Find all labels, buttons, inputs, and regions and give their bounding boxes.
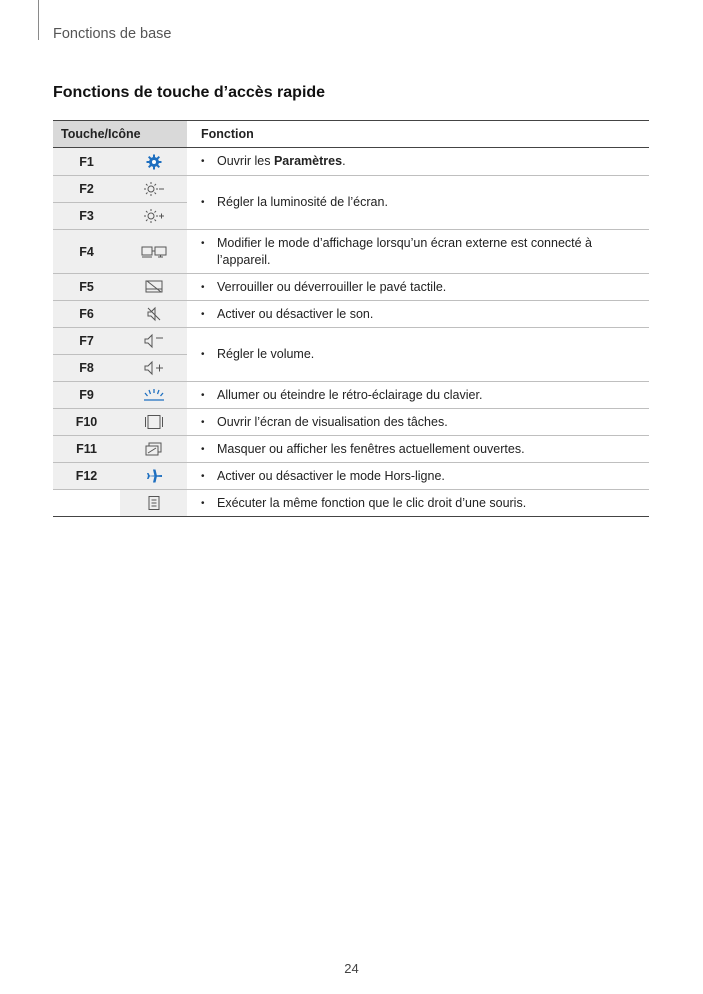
table-row <box>53 463 649 490</box>
task-view-icon <box>120 409 187 436</box>
key-label: F3 <box>53 203 120 230</box>
key-label: F10 <box>53 409 120 436</box>
table-row <box>53 490 649 517</box>
key-label: F5 <box>53 274 120 301</box>
function-cell: • Activer ou désactiver le mode Hors-ligne. <box>187 463 649 490</box>
keyboard-backlight-icon <box>120 382 187 409</box>
key-label: F8 <box>53 355 120 382</box>
context-menu-icon <box>120 490 187 517</box>
table-row <box>53 230 649 274</box>
function-cell: • Allumer ou éteindre le rétro-éclairage du clavier. <box>187 382 649 409</box>
table-row <box>53 328 649 355</box>
mute-icon <box>120 301 187 328</box>
gear-icon <box>120 148 187 176</box>
function-text-end: . <box>342 154 346 168</box>
function-text: Ouvrir l’écran de visualisation des tâches. <box>217 414 448 429</box>
key-label: F2 <box>53 176 120 203</box>
table-row <box>53 409 649 436</box>
airplane-icon <box>120 463 187 490</box>
function-text: Verrouiller ou déverrouiller le pavé tactile. <box>217 279 447 294</box>
key-label: F12 <box>53 463 120 490</box>
key-label: F9 <box>53 382 120 409</box>
function-cell: • Activer ou désactiver le son. <box>187 301 649 328</box>
function-text: Exécuter la même fonction que le clic droit d’une souris. <box>217 495 527 510</box>
function-cell: • Modifier le mode d’affichage lorsqu’un écran externe est connecté à l’appareil. <box>187 230 649 274</box>
column-header-function: Fonction <box>187 121 649 148</box>
function-text: Régler la luminosité de l’écran. <box>217 195 388 209</box>
display-mode-icon <box>120 230 187 274</box>
key-label: F7 <box>53 328 120 355</box>
function-text: Activer ou désactiver le mode Hors-ligne. <box>217 468 445 483</box>
function-cell: • Ouvrir les Paramètres. <box>187 148 649 176</box>
brightness-down-icon <box>120 176 187 203</box>
column-header-key: Touche/Icône <box>53 121 187 148</box>
function-text: Masquer ou afficher les fenêtres actuellement ouvertes. <box>217 441 525 456</box>
volume-down-icon <box>120 328 187 355</box>
page-number: 24 <box>344 961 359 976</box>
section-header: Fonctions de base <box>53 26 172 42</box>
brightness-up-icon <box>120 203 187 230</box>
key-label: F4 <box>53 230 120 274</box>
function-text: Modifier le mode d’affichage lorsqu’un écran externe est connecté à l’appareil. <box>217 235 592 267</box>
touchpad-lock-icon <box>120 274 187 301</box>
table-row <box>53 436 649 463</box>
function-cell: • Masquer ou afficher les fenêtres actuellement ouvertes. <box>187 436 649 463</box>
table-row <box>53 176 649 203</box>
function-text: Ouvrir les <box>217 154 274 168</box>
function-text: Régler le volume. <box>217 347 315 361</box>
function-text-bold: Paramètres <box>273 154 343 168</box>
table-header-row <box>53 121 649 148</box>
key-label: F11 <box>53 436 120 463</box>
key-label <box>53 490 120 517</box>
table-row <box>53 148 649 176</box>
function-cell: • Ouvrir l’écran de visualisation des tâches. <box>187 409 649 436</box>
function-text: Activer ou désactiver le son. <box>217 306 374 321</box>
show-desktop-icon <box>120 436 187 463</box>
hotkey-table <box>53 120 649 517</box>
function-cell: • Régler la luminosité de l’écran. <box>187 176 649 230</box>
header-rule <box>38 0 39 40</box>
table-row <box>53 382 649 409</box>
key-label: F6 <box>53 301 120 328</box>
function-cell: • Régler le volume. <box>187 328 649 382</box>
volume-up-icon <box>120 355 187 382</box>
key-label: F1 <box>53 148 120 176</box>
table-row <box>53 301 649 328</box>
function-text: Allumer ou éteindre le rétro-éclairage du clavier. <box>217 387 483 402</box>
function-cell: • Exécuter la même fonction que le clic droit d’une souris. <box>187 490 649 517</box>
table-row <box>53 274 649 301</box>
page-title: Fonctions de touche d’accès rapide <box>53 84 326 101</box>
function-cell: • Verrouiller ou déverrouiller le pavé tactile. <box>187 274 649 301</box>
